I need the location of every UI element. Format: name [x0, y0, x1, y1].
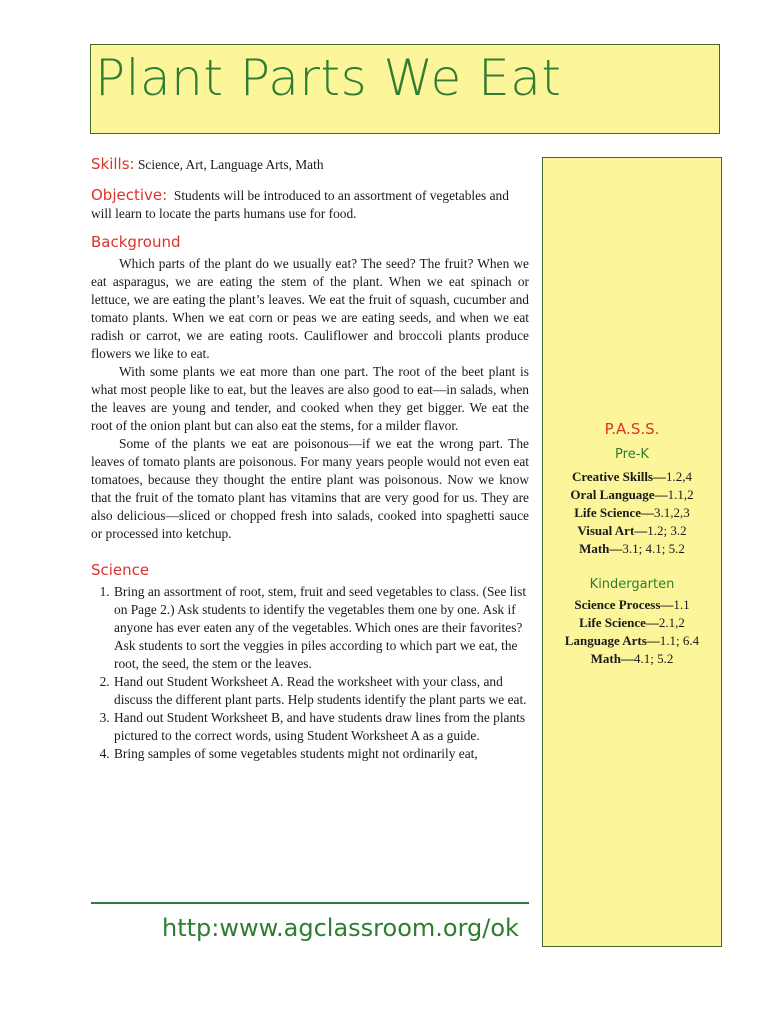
objective-value: Students will be introduced to an assortment of vegetables and will learn to locate the parts humans use for food.	[91, 188, 509, 221]
main-column	[91, 155, 529, 763]
standard-name: Oral Language—	[570, 487, 668, 502]
standard-name: Math—	[590, 651, 634, 666]
standard-name: Language Arts—	[564, 633, 660, 648]
standard-value: 1.2,4	[666, 469, 692, 484]
kindergarten-label: Kindergarten	[589, 577, 675, 592]
standard-name: Visual Art—	[577, 523, 648, 538]
standard-name: Creative Skills—	[571, 469, 666, 484]
skills-label: Skills:	[91, 155, 135, 173]
objective-label: Objective:	[91, 186, 168, 204]
science-step: 1. Bring an assortment of root, stem, fruit and seed vegetables to class. (See list on Page 2.) Ask students to identify the vegetables them one by one. Ask if anyone has ever eaten any of the vegetables. Which ones are their favorites? Ask students to sort the veggies in piles according to which part we eat, the root, the seed, the stem or the leaves.	[113, 583, 529, 673]
title-banner	[90, 44, 720, 134]
standard-value: 1.1; 6.4	[659, 633, 700, 648]
standard-value: 1.1	[673, 597, 690, 612]
science-step: 3. Hand out Student Worksheet B, and have students draw lines from the plants pictured to the correct words, using Student Worksheet A as a guide.	[113, 709, 529, 745]
background-paragraph: Which parts of the plant do we usually eat? The seed? The fruit? When we eat asparagus, we are eating the stem of the plant. When we eat spinach or lettuce, we are eating the plant’s leaves. We eat the fruit of squash, cucumber and tomato plants. When we eat corn or peas we are eating seeds, and when we eat radish or carrot, we are eating roots. Cauliflower and broccoli plants produce flowers we like to eat.	[91, 256, 529, 361]
standard-item	[543, 650, 721, 668]
standard-name: Life Science—	[579, 615, 659, 630]
background-heading: Background	[91, 233, 181, 251]
standard-item	[543, 632, 721, 650]
skills-value: Science, Art, Language Arts, Math	[137, 157, 324, 172]
footer-url-link[interactable]: http:www.agclassroom.org/ok	[162, 914, 519, 942]
standard-item	[543, 540, 721, 558]
prek-label: Pre-K	[615, 447, 649, 462]
standard-name: Life Science—	[574, 505, 655, 520]
science-step: 2. Hand out Student Worksheet A. Read the worksheet with your class, and discuss the different plant parts. Help students identify the plant parts we eat.	[113, 673, 529, 709]
background-paragraph: Some of the plants we eat are poisonous—if we eat the wrong part. The leaves of tomato plants are poisonous. For many years people would not even eat tomatoes, because they thought the entire plant was poisonous. Now we know that the fruit of the tomato plant has vitamins that are very good for us. They are also delicious—sliced or chopped fresh into salads, cooked into spaghetti sauce or processed into ketchup.	[91, 436, 529, 541]
skills-line	[91, 155, 529, 174]
standard-value: 3.1,2,3	[654, 505, 690, 520]
page-title: Plant Parts We Eat	[95, 49, 562, 107]
pass-title: P.A.S.S.	[604, 420, 660, 438]
background-paragraph: With some plants we eat more than one part. The root of the beet plant is what most people like to eat, but the leaves are also good to eat—in salads, when the leaves are young and tender, and cooked when they get bigger. We eat the root of the onion plant but can also eat the stems, for a milder flavor.	[91, 364, 529, 433]
footer-divider	[91, 902, 529, 904]
pass-sidebar	[542, 157, 722, 947]
standard-value: 4.1; 5.2	[633, 651, 674, 666]
objective-line	[91, 186, 529, 223]
standard-value: 2.1,2	[658, 615, 685, 630]
standard-item	[543, 614, 721, 632]
kindergarten-standards	[543, 596, 721, 668]
standard-name: Math—	[579, 541, 623, 556]
standard-value: 1.1,2	[667, 487, 694, 502]
standard-item	[543, 486, 721, 504]
prek-standards	[543, 468, 721, 558]
standard-item	[543, 504, 721, 522]
standard-item	[543, 522, 721, 540]
science-heading: Science	[91, 561, 150, 579]
standard-name: Science Process—	[574, 597, 674, 612]
standard-item	[543, 596, 721, 614]
standard-value: 3.1; 4.1; 5.2	[622, 541, 685, 556]
standard-item	[543, 468, 721, 486]
standard-value: 1.2; 3.2	[647, 523, 687, 538]
science-steps	[91, 583, 529, 763]
science-step: 4. Bring samples of some vegetables students might not ordinarily eat,	[113, 745, 529, 763]
